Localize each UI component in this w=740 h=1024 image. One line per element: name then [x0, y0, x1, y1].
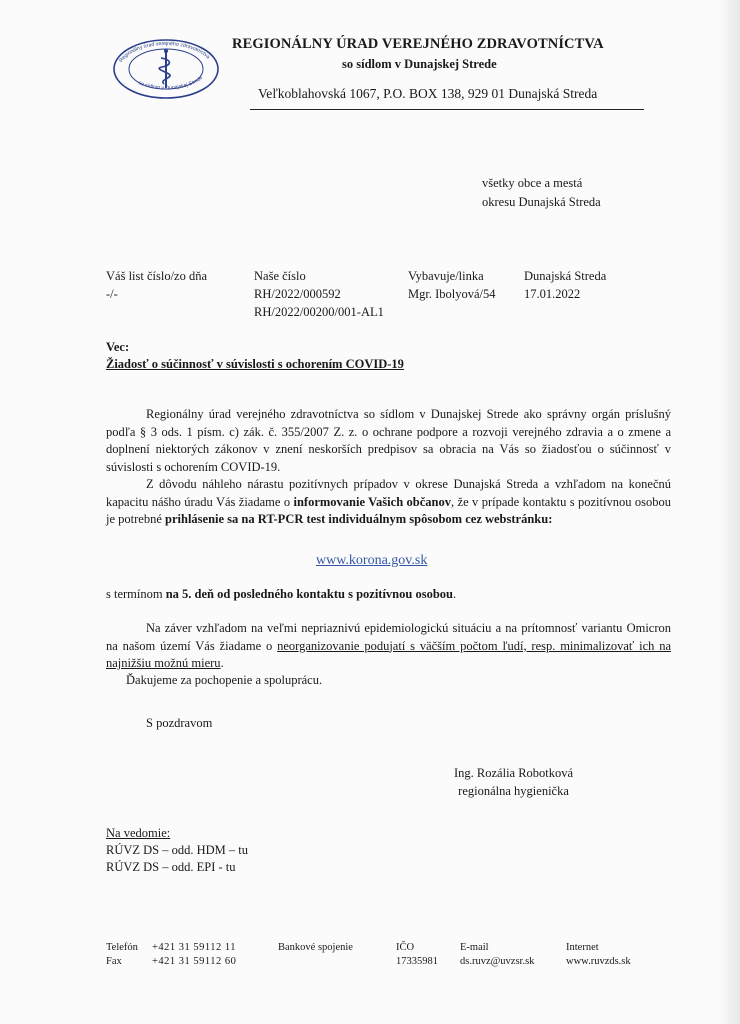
ref-place-label: Dunajská Streda [524, 269, 607, 283]
cc-block [106, 825, 248, 876]
svg-text:so sídlom v Dunajskej Strede: so sídlom v Dunajskej Strede [137, 74, 205, 92]
paragraph-1: Regionálny úrad verejného zdravotníctva so sídlom v Dunajskej Strede ako správny orgán príslušný podľa § 3 ods. 1 písm. c) zák. č. 355/2007 Z. z. o ochrane podpore a rozvoji verejného zdravia a o zmene a doplnení niektorých zákonov v znení neskorších predpisov sa obracia na Vás so žiadosťou o súčinnosť v súvislosti s ochorením COVID-19. [106, 407, 671, 474]
footer-internet-value: www.ruvzds.sk [566, 956, 631, 967]
footer-email [460, 941, 534, 969]
footer-bank-label: Bankové spojenie [278, 942, 353, 953]
addressee-block [482, 174, 601, 212]
ref-our-number-label: Naše číslo [254, 269, 306, 283]
greeting: S pozdravom [146, 716, 213, 730]
org-subtitle: so sídlom v Dunajskej Strede [342, 57, 497, 71]
signer-title: regionálna hygienička [458, 784, 569, 798]
cc-line-2: RÚVZ DS – odd. EPI - tu [106, 860, 236, 874]
org-title: REGIONÁLNY ÚRAD VEREJNÉHO ZDRAVOTNÍCTVA [232, 36, 604, 52]
ref-handled-by-label: Vybavuje/linka [408, 269, 484, 283]
org-address: Veľkoblahovská 1067, P.O. BOX 138, 929 01 Dunajská Streda [258, 86, 598, 101]
caduceus-seal-icon [112, 38, 220, 100]
ref-date-value: 17.01.2022 [524, 287, 581, 301]
footer-phone-label: Telefón [106, 942, 138, 953]
footer-phone: +421 31 59112 11 [152, 942, 237, 953]
ref-col-place-date [524, 267, 606, 303]
ref-our-number-value-1: RH/2022/000592 [254, 287, 341, 301]
footer-internet [566, 941, 631, 969]
footer-email-value: ds.ruvz@uvzsr.sk [460, 956, 535, 967]
footer-fax-label: Fax [106, 956, 122, 967]
footer-email-label: E-mail [460, 942, 489, 953]
svg-text:Regionálny úrad verejného zdra: Regionálny úrad verejného zdravotníctva [118, 40, 211, 64]
ref-handled-by-value: Mgr. Ibolyová/54 [408, 287, 496, 301]
cc-heading: Na vedomie: [106, 826, 171, 840]
paragraph-3: s termínom na 5. deň od posledného kontaktu s pozitívnou osobou. [106, 587, 457, 601]
ref-col-your-letter [106, 267, 207, 303]
cc-line-1: RÚVZ DS – odd. HDM – tu [106, 843, 249, 857]
ref-your-letter-value: -/- [106, 287, 118, 301]
header-divider [250, 109, 644, 110]
footer-contact-values [152, 941, 236, 969]
paragraph-2: Z dôvodu náhleho nárastu pozitívnych prípadov v okrese Dunajská Streda a vzhľadom na konečnú kapacitu nášho úradu Vás žiadame o informovanie Vašich občanov, že v prípade kontaktu s pozitívnou osobou je potrebné prihlásenie sa na RT-PCR test individuálnym spôsobom cez webstránku: [106, 477, 671, 526]
paragraph-4: Na záver vzhľadom na veľmi nepriaznivú epidemiologickú situáciu a na prítomnosť variantu Omicron na našom území Vás žiadame o neorganizovanie podujatí s väčším počtom ľudí, resp. minimalizovať ich na najnižšiu možnú mieru. [106, 621, 672, 670]
subject-text: Žiadosť o súčinnosť v súvislosti s ochorením COVID-19 [106, 357, 404, 371]
ref-col-our-number [254, 267, 384, 321]
footer-fax: +421 31 59112 60 [152, 956, 237, 967]
footer-ico-label: IČO [396, 942, 415, 953]
addressee-line-1: všetky obce a mestá [482, 176, 583, 190]
ref-col-handled-by [408, 267, 496, 303]
signer-name: Ing. Rozália Robotková [454, 766, 574, 780]
subject-label: Vec: [106, 340, 130, 354]
footer-ico [396, 941, 438, 969]
footer-ico-value: 17335981 [396, 956, 438, 967]
addressee-line-2: okresu Dunajská Streda [482, 195, 601, 209]
footer-contact-labels [106, 941, 138, 969]
ref-your-letter-label: Váš list číslo/zo dňa [106, 269, 208, 283]
ref-our-number-value-2: RH/2022/00200/001-AL1 [254, 305, 384, 319]
korona-website-link[interactable]: www.korona.gov.sk [316, 553, 428, 568]
signature-block [454, 764, 573, 800]
page-edge-shadow [718, 0, 740, 1024]
footer-internet-label: Internet [566, 942, 599, 953]
paragraph-5: Ďakujeme za pochopenie a spoluprácu. [126, 673, 323, 687]
